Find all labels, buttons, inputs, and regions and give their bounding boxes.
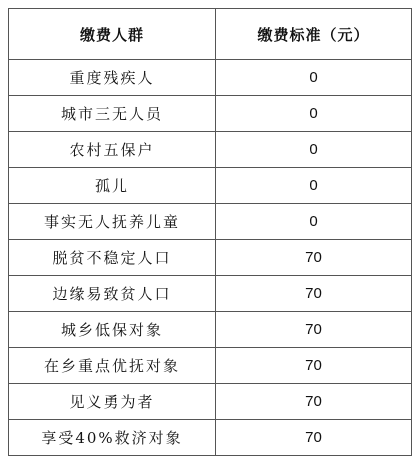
payer-group-cell: 事实无人抚养儿童 [9,204,216,240]
table-row [9,60,412,96]
payer-group-cell: 孤儿 [9,168,216,204]
payer-group-cell: 边缘易致贫人口 [9,276,216,312]
fee-cell: 70 [216,420,412,456]
header-fee-standard: 缴费标准（元） [216,9,412,60]
table-row [9,204,412,240]
fee-cell: 70 [216,240,412,276]
fee-cell: 70 [216,276,412,312]
table-row [9,132,412,168]
table-row [9,348,412,384]
table-row [9,420,412,456]
table-row [9,276,412,312]
fee-cell: 70 [216,348,412,384]
payer-group-cell: 脱贫不稳定人口 [9,240,216,276]
table-row [9,312,412,348]
table-row [9,168,412,204]
table-header-row [9,9,412,60]
payer-group-cell: 农村五保户 [9,132,216,168]
payer-group-cell: 重度残疾人 [9,60,216,96]
payer-group-cell: 城乡低保对象 [9,312,216,348]
fee-cell: 0 [216,96,412,132]
fee-cell: 0 [216,204,412,240]
fee-cell: 70 [216,312,412,348]
fee-cell: 0 [216,132,412,168]
fee-cell: 70 [216,384,412,420]
payer-group-cell: 在乡重点优抚对象 [9,348,216,384]
header-payer-group: 缴费人群 [9,9,216,60]
payer-group-cell: 见义勇为者 [9,384,216,420]
payer-group-cell: 城市三无人员 [9,96,216,132]
payer-group-cell: 享受40%救济对象 [9,420,216,456]
table-row [9,240,412,276]
table-row [9,96,412,132]
table-row [9,384,412,420]
fee-standard-table [8,8,412,456]
fee-cell: 0 [216,60,412,96]
fee-cell: 0 [216,168,412,204]
